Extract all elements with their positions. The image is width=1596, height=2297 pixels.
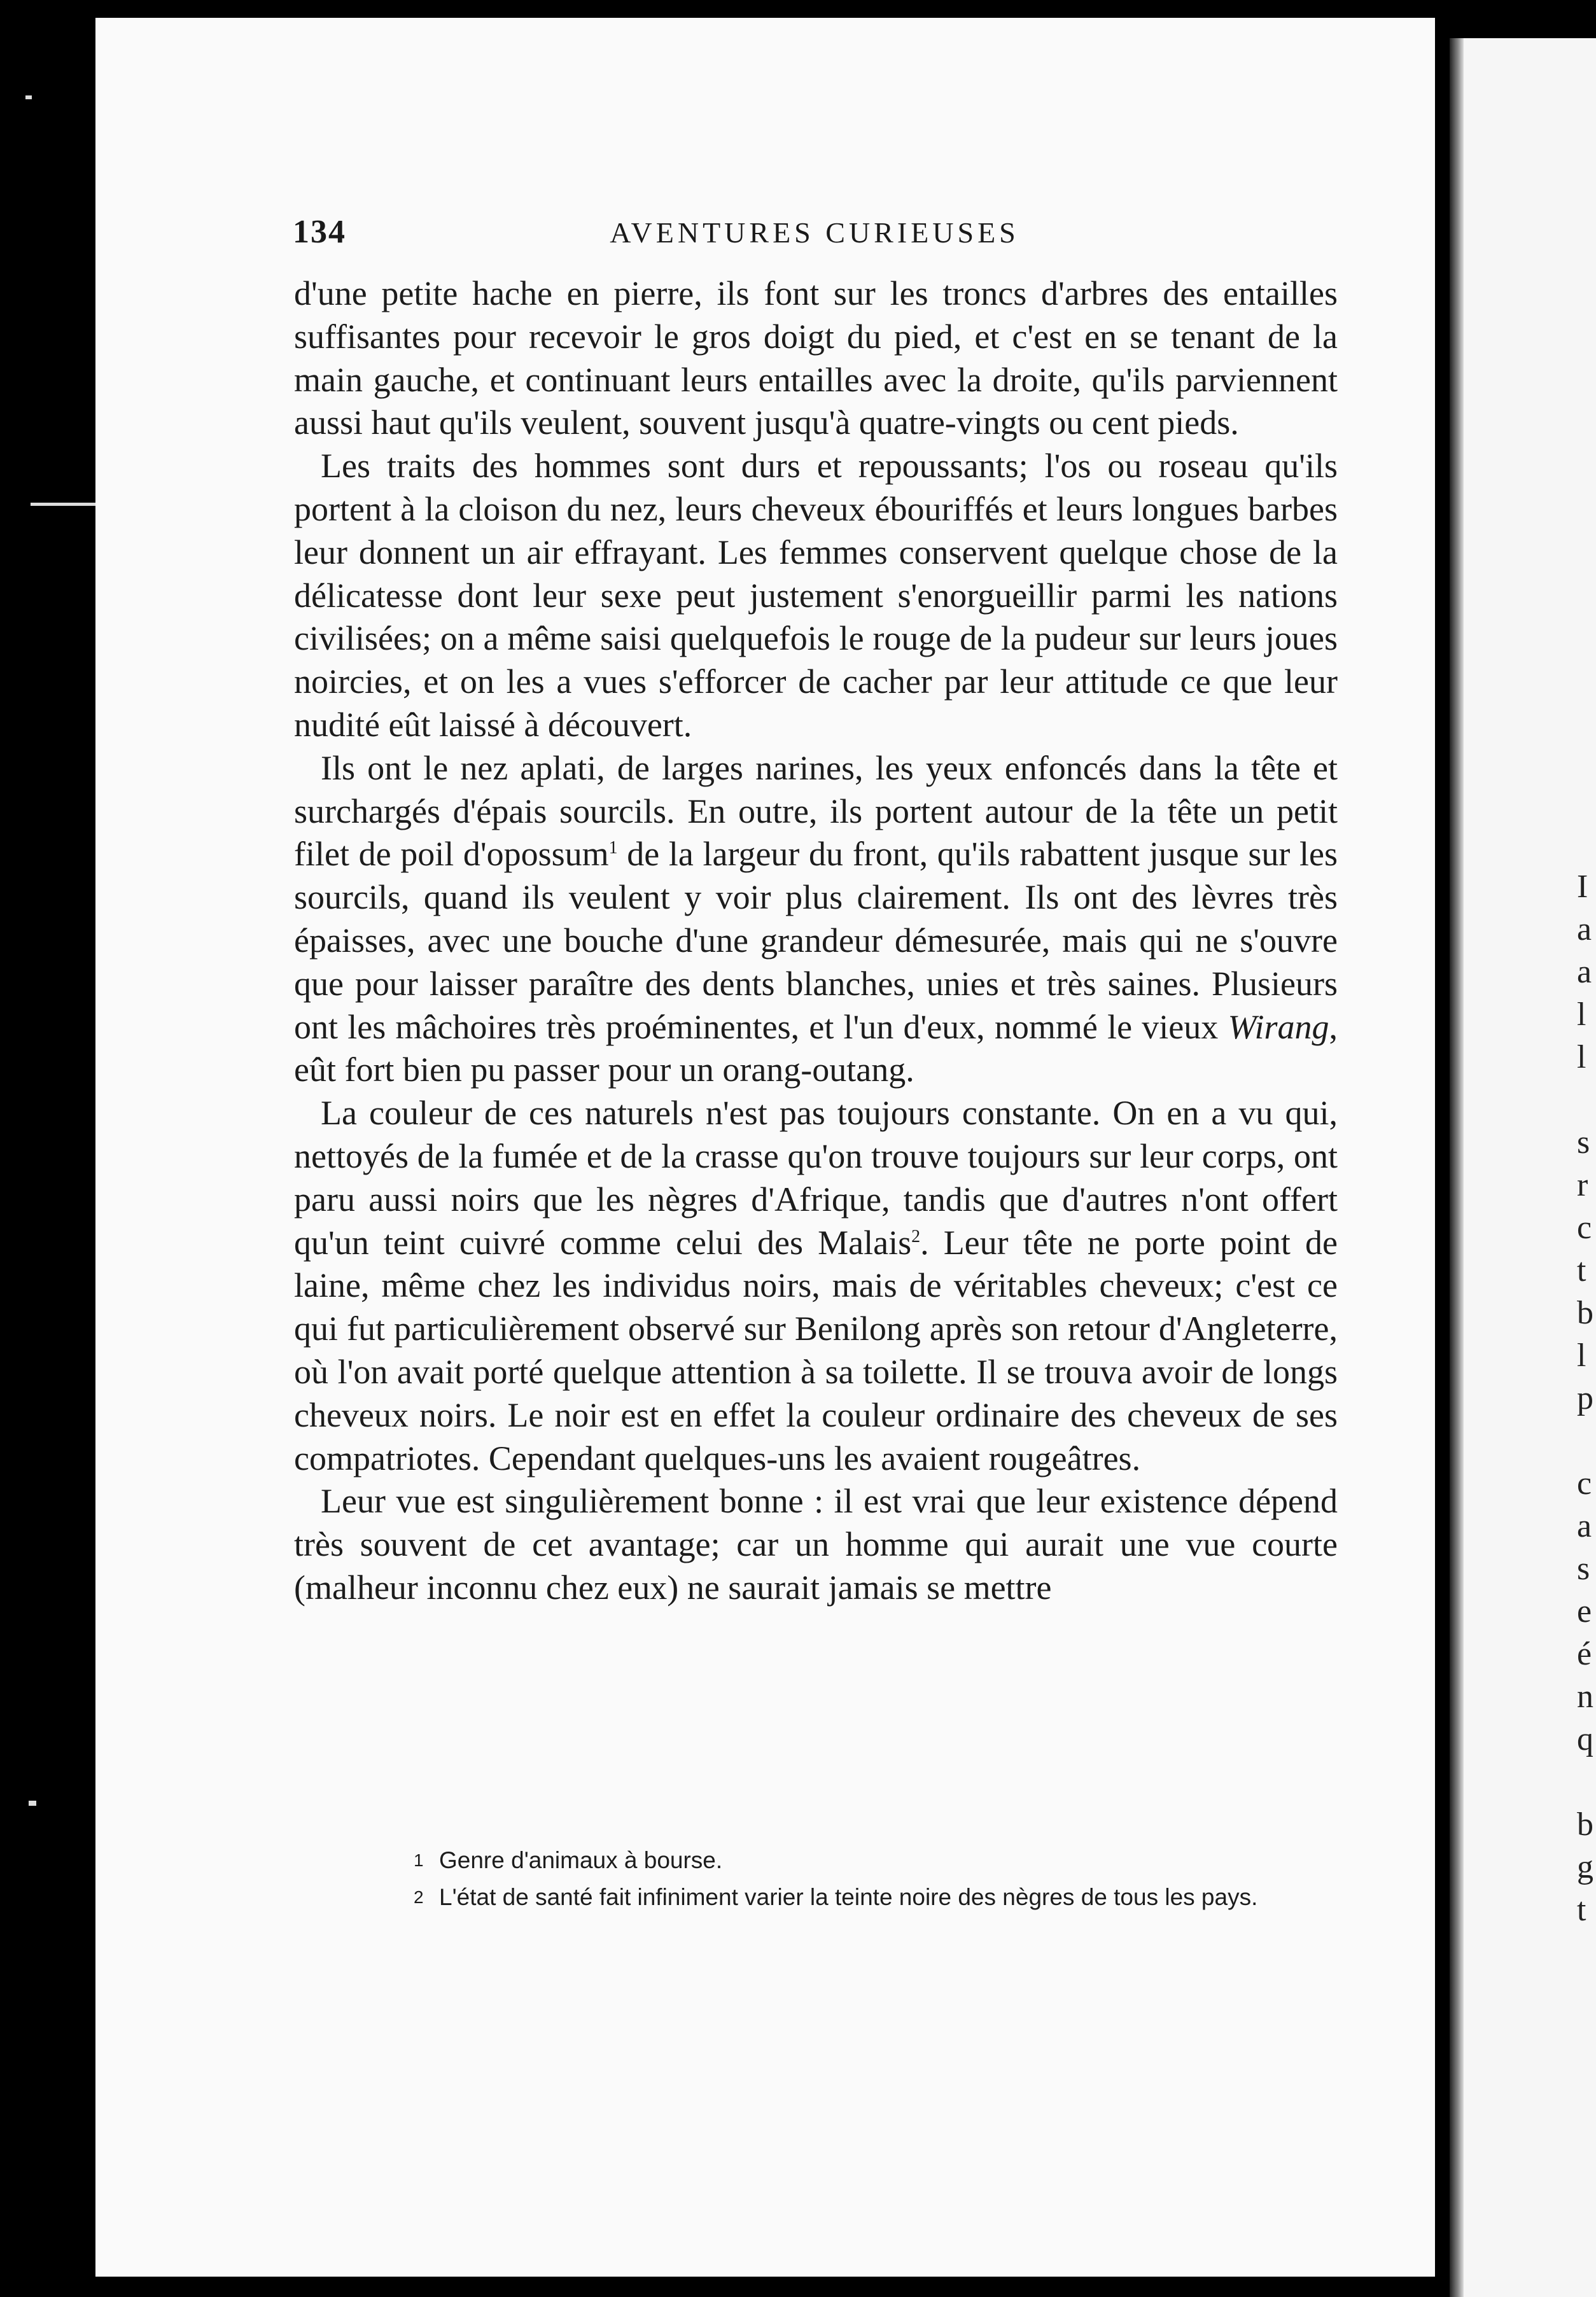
text-run: d'une petite hache en pierre, ils font sur les troncs d'arbres des entailles suffisantes pour recevoir le gros doigt du pied, et c'est en se tenant de la main gauche, et continuant leurs entailles avec la droite, qu'ils parviennent aussi haut qu'ils veulent, souvent jusqu'à quatre-vingts ou cent pieds. <box>294 274 1338 442</box>
text-run: Leur vue est singulièrement bonne : il est vrai que leur existence dépend très souvent de cet avantage; car un homme qui aurait une vue courte (malheur inconnu chez eux) ne saurait jamais se mettre <box>294 1482 1338 1607</box>
adjacent-page-letter: é <box>1577 1636 1592 1672</box>
footnote-text: Genre d'animaux à bourse. <box>439 1847 723 1873</box>
adjacent-page-letter: c <box>1577 1210 1592 1246</box>
paragraph <box>294 1480 1338 1609</box>
adjacent-page-letter: s <box>1577 1124 1590 1161</box>
footnotes <box>414 1842 1336 1916</box>
footnote <box>414 1842 1336 1879</box>
scan-speck <box>29 1801 36 1806</box>
adjacent-page-letter: I <box>1577 869 1588 905</box>
adjacent-page-letter: s <box>1577 1551 1590 1587</box>
paragraph <box>294 1092 1338 1480</box>
adjacent-page-letter: n <box>1577 1679 1593 1715</box>
book-gutter <box>1450 38 1464 2297</box>
adjacent-page-letter: e <box>1577 1593 1592 1630</box>
footnote-text: L'état de santé fait infiniment varier la teinte noire des nègres de tous les pays. <box>439 1884 1258 1910</box>
footnote-reference: 2 <box>911 1226 921 1246</box>
adjacent-page-letter <box>1577 1420 1596 1462</box>
adjacent-page-letter: l <box>1577 1039 1586 1075</box>
adjacent-page-letter: b <box>1577 1806 1593 1843</box>
adjacent-page-text-fragments <box>1577 865 1596 1931</box>
adjacent-page-letter: q <box>1577 1721 1593 1757</box>
paragraph <box>294 747 1338 1092</box>
footnote-mark: 1 <box>414 1850 424 1870</box>
running-title: AVENTURES CURIEUSES <box>610 216 1019 249</box>
text-run: de la largeur du front, qu'ils rabattent jusque sur les sourcils, quand ils veulent y voir plus clairement. Ils ont des lèvres très épaisses, avec une bouche d'une grandeur démesurée, mais qui ne s'ouvre que pour laisser paraître des dents blanches, unies et très saines. Plusieurs ont les mâchoires très proéminentes, et l'un d'eux, nommé le vieux <box>294 835 1338 1046</box>
footnote-reference: 1 <box>608 838 618 858</box>
footnote <box>414 1879 1336 1916</box>
adjacent-page-edge <box>1450 38 1596 2297</box>
adjacent-page-letter: c <box>1577 1465 1592 1502</box>
adjacent-page-letter: a <box>1577 911 1592 947</box>
adjacent-page-letter: t <box>1577 1252 1586 1288</box>
adjacent-page-letter: l <box>1577 1337 1586 1374</box>
scan-speck <box>31 503 101 506</box>
italic-name: Wirang <box>1228 1007 1329 1046</box>
text-run: Les traits des hommes sont durs et repoussants; l'os ou roseau qu'ils portent à la cloison du nez, leurs cheveux ébouriffés et leurs longues barbes leur donnent un air effrayant. Les femmes conservent quelque chose de la délicatesse dont leur sexe peut justement s'enorgueillir parmi les nations civilisées; on a même saisi quelquefois le rouge de la pudeur sur leurs joues noircies, et on les a vues s'efforcer de cacher par leur attitude ce que leur nudité eût laissé à découvert. <box>294 447 1338 744</box>
adjacent-page-letter: a <box>1577 1508 1592 1544</box>
text-run: La couleur de ces naturels n'est pas toujours constante. On en a vu qui, nettoyés de la fumée et de la crasse qu'on trouve toujours sur leur corps, ont paru aussi noirs que les nègres d'Afrique, tandis que d'autres n'ont offert qu'un teint cuivré comme celui des Malais <box>294 1094 1338 1262</box>
footnote-mark: 2 <box>414 1887 424 1907</box>
text-run: Ils ont le nez aplati, de larges narines, les yeux enfoncés dans la tête et surchargés d'épais sourcils. En outre, ils portent autour de la tête un petit filet de poil d'opossum <box>294 748 1338 874</box>
adjacent-page-letter <box>1577 1079 1596 1121</box>
adjacent-page-letter: g <box>1577 1849 1593 1885</box>
text-run: . Leur tête ne porte point de laine, même chez les individus noirs, mais de véritables cheveux; c'est ce qui fut particulièrement observé sur Benilong après son retour d'Angleterre, où l'on avait porté quelque attention à sa toilette. Il se trouva avoir de longs cheveux noirs. Le noir est en effet la couleur ordinaire des cheveux de ses compatriotes. Cependant quelques-uns les avaient rougeâtres. <box>294 1223 1338 1477</box>
paragraph <box>294 445 1338 747</box>
adjacent-page-letter: b <box>1577 1295 1593 1331</box>
page-number: 134 <box>293 214 346 250</box>
text-run: , eût fort bien pu passer pour un orang-outang. <box>294 1007 1338 1089</box>
adjacent-page-letter: l <box>1577 996 1586 1033</box>
paragraph <box>294 272 1338 445</box>
scan-speck <box>25 95 32 99</box>
adjacent-page-letter: a <box>1577 954 1592 990</box>
adjacent-page-letter <box>1577 1761 1596 1803</box>
body-text <box>294 272 1338 1610</box>
running-head <box>293 213 1336 258</box>
adjacent-page-letter: t <box>1577 1892 1586 1928</box>
adjacent-page-letter: r <box>1577 1167 1588 1203</box>
adjacent-page-letter: p <box>1577 1380 1593 1416</box>
